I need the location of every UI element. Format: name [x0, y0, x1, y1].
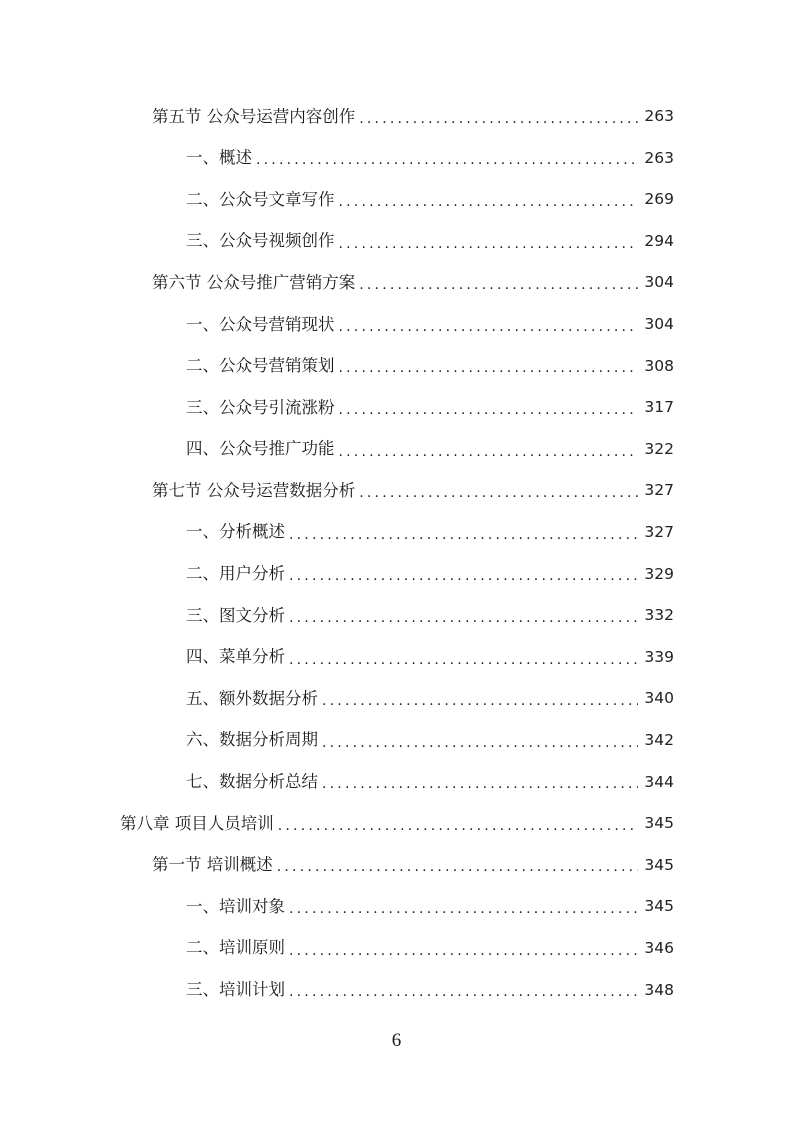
- toc-leader-dots: [322, 777, 638, 791]
- toc-entry-title: 三、公众号视频创作: [186, 231, 335, 251]
- toc-leader-dots: [359, 278, 638, 292]
- toc-leader-dots: [289, 611, 638, 625]
- toc-entry-page: 346: [644, 938, 674, 957]
- toc-entry[interactable]: [0, 262, 793, 304]
- toc-entry-page: 332: [644, 606, 674, 625]
- toc-entry-title: 五、额外数据分析: [186, 688, 318, 708]
- toc-entry-title: 第六节 公众号推广营销方案: [152, 272, 356, 292]
- toc-entry[interactable]: [0, 595, 793, 637]
- toc-entry-title: 四、菜单分析: [186, 647, 285, 667]
- toc-entry[interactable]: [0, 720, 793, 762]
- toc-entry-page: 339: [644, 647, 674, 666]
- toc-entry-title: 三、培训计划: [186, 980, 285, 1000]
- toc-entry[interactable]: [0, 512, 793, 554]
- page-number: 6: [391, 1030, 402, 1051]
- toc-entry[interactable]: [0, 138, 793, 180]
- toc-leader-dots: [278, 819, 639, 833]
- toc-entry[interactable]: [0, 429, 793, 471]
- toc-leader-dots: [289, 902, 638, 916]
- toc-entry-title: 三、公众号引流涨粉: [186, 397, 335, 417]
- toc-leader-dots: [289, 985, 638, 999]
- toc-leader-dots: [289, 528, 638, 542]
- toc-entry[interactable]: [0, 678, 793, 720]
- toc-entry-page: 304: [644, 273, 674, 292]
- toc-leader-dots: [289, 569, 638, 583]
- toc-entry-title: 第一节 培训概述: [152, 855, 273, 875]
- toc-entry-page: 263: [644, 148, 674, 167]
- toc-leader-dots: [339, 237, 639, 251]
- toc-entry[interactable]: [0, 762, 793, 804]
- toc-leader-dots: [339, 320, 639, 334]
- toc-entry-title: 一、培训对象: [186, 896, 285, 916]
- toc-entry-title: 六、数据分析周期: [186, 730, 318, 750]
- toc-leader-dots: [359, 112, 638, 126]
- toc-entry-title: 第五节 公众号运营内容创作: [152, 106, 356, 126]
- toc-entry-page: 345: [644, 814, 674, 833]
- toc-entry[interactable]: [0, 803, 793, 845]
- toc-entry[interactable]: [0, 346, 793, 388]
- toc-entry-page: 342: [644, 730, 674, 749]
- toc-entry-title: 二、公众号营销策划: [186, 356, 335, 376]
- toc-leader-dots: [339, 403, 639, 417]
- toc-entry[interactable]: [0, 470, 793, 512]
- toc-entry-page: 304: [644, 315, 674, 334]
- toc-entry-title: 二、公众号文章写作: [186, 189, 335, 209]
- toc-entry-page: 294: [644, 231, 674, 250]
- toc-entry[interactable]: [0, 845, 793, 887]
- toc-entry-page: 327: [644, 481, 674, 500]
- toc-entry-page: 263: [644, 107, 674, 126]
- toc-entry-title: 四、公众号推广功能: [186, 439, 335, 459]
- toc-entry-page: 269: [644, 190, 674, 209]
- toc-entry-page: 345: [644, 855, 674, 874]
- toc-leader-dots: [339, 361, 639, 375]
- toc-entry-title: 第八章 项目人员培训: [120, 813, 274, 833]
- toc-leader-dots: [289, 944, 638, 958]
- toc-entry-page: 327: [644, 522, 674, 541]
- toc-entry[interactable]: [0, 96, 793, 138]
- toc-entry-title: 一、公众号营销现状: [186, 314, 335, 334]
- toc-entry-page: 344: [644, 772, 674, 791]
- toc-leader-dots: [289, 653, 638, 667]
- toc-entry-title: 第七节 公众号运营数据分析: [152, 480, 356, 500]
- toc-entry[interactable]: [0, 304, 793, 346]
- toc-entry-title: 一、概述: [186, 148, 252, 168]
- toc-entry-title: 二、用户分析: [186, 564, 285, 584]
- toc-leader-dots: [277, 860, 639, 874]
- toc-entry-page: 348: [644, 980, 674, 999]
- toc-leader-dots: [359, 486, 638, 500]
- toc-entry[interactable]: [0, 886, 793, 928]
- toc-entry-page: 322: [644, 439, 674, 458]
- toc-entry[interactable]: [0, 179, 793, 221]
- toc-entry-page: 329: [644, 564, 674, 583]
- toc-entry-title: 二、培训原则: [186, 938, 285, 958]
- toc-entry[interactable]: [0, 928, 793, 970]
- toc-entry[interactable]: [0, 387, 793, 429]
- toc-entry-page: 340: [644, 689, 674, 708]
- toc-leader-dots: [322, 736, 638, 750]
- toc-leader-dots: [339, 195, 639, 209]
- toc-entry[interactable]: [0, 221, 793, 263]
- toc-entry-page: 308: [644, 356, 674, 375]
- toc-leader-dots: [339, 445, 639, 459]
- table-of-contents: [0, 96, 793, 1011]
- toc-entry-title: 七、数据分析总结: [186, 772, 318, 792]
- toc-leader-dots: [256, 153, 638, 167]
- toc-entry-page: 317: [644, 398, 674, 417]
- toc-entry-page: 345: [644, 897, 674, 916]
- toc-entry-title: 一、分析概述: [186, 522, 285, 542]
- toc-leader-dots: [322, 694, 638, 708]
- toc-entry[interactable]: [0, 637, 793, 679]
- toc-entry-title: 三、图文分析: [186, 605, 285, 625]
- toc-entry[interactable]: [0, 969, 793, 1011]
- toc-entry[interactable]: [0, 554, 793, 596]
